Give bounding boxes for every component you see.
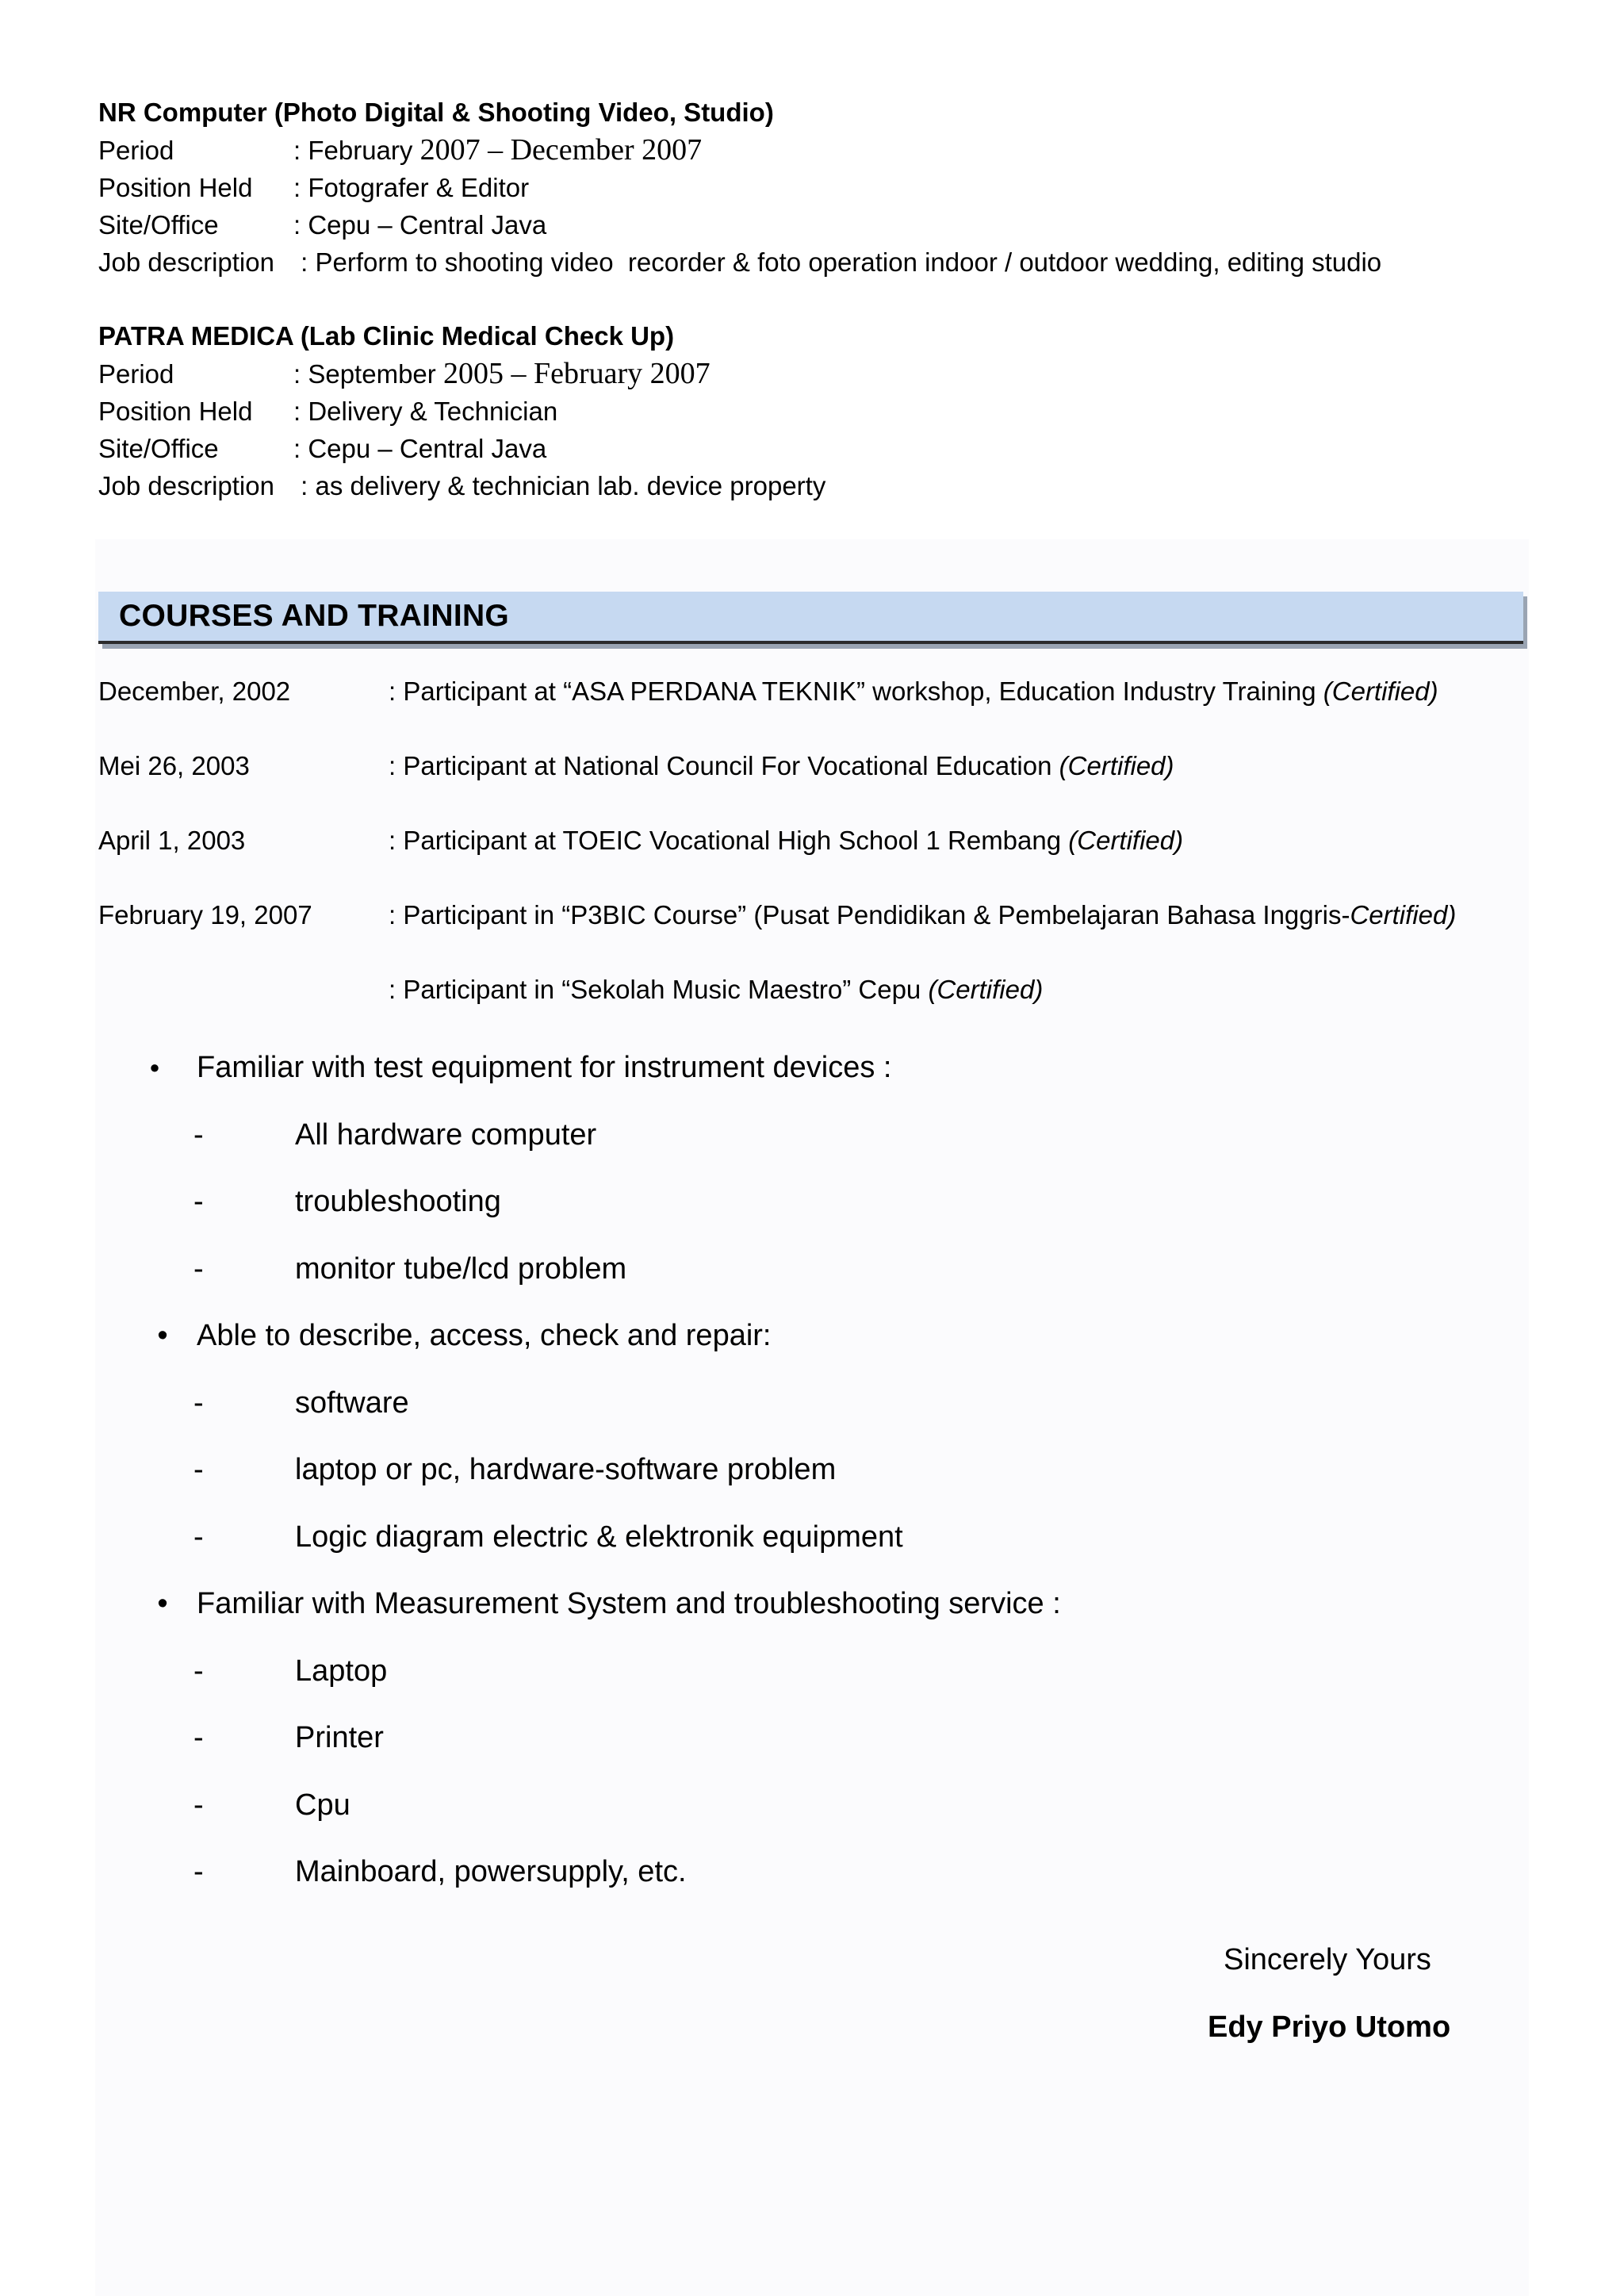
job-site-row [98,206,1526,243]
job-description-row [98,467,1526,504]
dash-marker: - [193,1386,204,1420]
field-value: : Perform to shooting video recorder & foto operation indoor / outdoor wedding, editing studio [293,247,1382,277]
period-prefix: : September [293,359,443,389]
job-period-row [98,132,1526,169]
dash-marker: - [193,1185,204,1218]
course-certified: (Certified) [1059,751,1174,780]
field-label: Site/Office [98,210,219,240]
dash-marker: - [193,1520,204,1554]
field-label: Period [98,136,174,165]
course-date: December, 2002 [98,677,291,706]
course-item [98,672,1565,711]
field-label: Site/Office [98,434,219,463]
skill-item-text: troubleshooting [295,1185,501,1218]
period-dates: 2007 – December 2007 [419,133,703,167]
dash-marker: - [193,1252,204,1286]
course-date: February 19, 2007 [98,900,312,930]
job-site-row [98,430,1526,467]
job-position-row [98,169,1526,206]
dash-marker: - [193,1721,204,1754]
field-label: Position Held [98,173,253,202]
dash-marker: - [193,1654,204,1688]
section-title: COURSES AND TRAINING [119,599,510,633]
course-certified: Certified) [1350,900,1457,930]
skill-item-text: Printer [295,1721,384,1754]
course-certified: (Certified) [1068,826,1184,855]
course-text [389,672,1438,711]
course-certified: (Certified) [928,975,1044,1004]
job-entry-nr-computer [98,94,1526,281]
skill-item-text: software [295,1386,409,1420]
course-text [389,821,1183,861]
skill-item-text: Logic diagram electric & elektronik equipment [295,1520,903,1554]
course-date: Mei 26, 2003 [98,751,250,780]
skill-item-text: Mainboard, powersupply, etc. [295,1855,687,1888]
skill-item-text: monitor tube/lcd problem [295,1252,627,1286]
skill-item-text: All hardware computer [295,1118,597,1152]
field-label: Period [98,359,174,389]
job-period-row [98,355,1526,393]
job-entry-patra-medica [98,317,1526,504]
field-value [293,132,702,169]
field-label: Job description [98,471,274,500]
dash-marker: - [193,1788,204,1822]
field-value [293,355,710,393]
bullet-icon: • [157,1587,168,1620]
course-item [98,746,1565,786]
skill-item-text: laptop or pc, hardware-software problem [295,1453,837,1486]
job-description-row [98,243,1526,281]
closing-salutation: Sincerely Yours [1224,1943,1431,1976]
bullet-icon: ● [149,1057,160,1077]
field-value: : Cepu – Central Java [293,210,547,240]
period-prefix: : February [293,136,420,165]
dash-marker: - [193,1453,204,1486]
course-description: : Participant at “ASA PERDANA TEKNIK” workshop, Education Industry Training [389,677,1323,706]
dash-marker: - [193,1855,204,1888]
period-dates: 2005 – February 2007 [442,357,710,390]
skill-item-text: Laptop [295,1654,388,1688]
course-text [389,970,1043,1010]
dash-marker: - [193,1118,204,1152]
course-item [98,821,1565,861]
job-company: NR Computer (Photo Digital & Shooting Video, Studio) [98,98,774,127]
course-item [98,895,1565,935]
skill-group-title: Able to describe, access, check and repair: [197,1319,772,1352]
course-description: : Participant in “P3BIC Course” (Pusat Pendidikan & Pembelajaran Bahasa Inggris- [389,900,1350,930]
skill-group-title: Familiar with test equipment for instrument devices : [197,1051,892,1084]
course-certified: (Certified) [1323,677,1438,706]
field-label: Job description [98,247,274,277]
section-header-courses [98,592,1523,644]
course-date: April 1, 2003 [98,826,246,855]
field-value: : Cepu – Central Java [293,434,547,463]
course-text [389,895,1456,935]
bullet-icon: • [157,1319,168,1352]
field-value: : as delivery & technician lab. device property [293,471,826,500]
course-description: : Participant at TOEIC Vocational High School 1 Rembang [389,826,1069,855]
course-description: : Participant in “Sekolah Music Maestro” Cepu [389,975,929,1004]
field-value: : Delivery & Technician [293,397,558,426]
field-label: Position Held [98,397,253,426]
skill-item-text: Cpu [295,1788,350,1822]
course-text [389,746,1174,786]
signature-name: Edy Priyo Utomo [1208,2010,1451,2044]
job-position-row [98,393,1526,430]
field-value: : Fotografer & Editor [293,173,530,202]
job-company: PATRA MEDICA (Lab Clinic Medical Check Up) [98,321,675,351]
skill-group-title: Familiar with Measurement System and troubleshooting service : [197,1587,1061,1620]
course-item [98,970,1565,1010]
course-description: : Participant at National Council For Vocational Education [389,751,1059,780]
